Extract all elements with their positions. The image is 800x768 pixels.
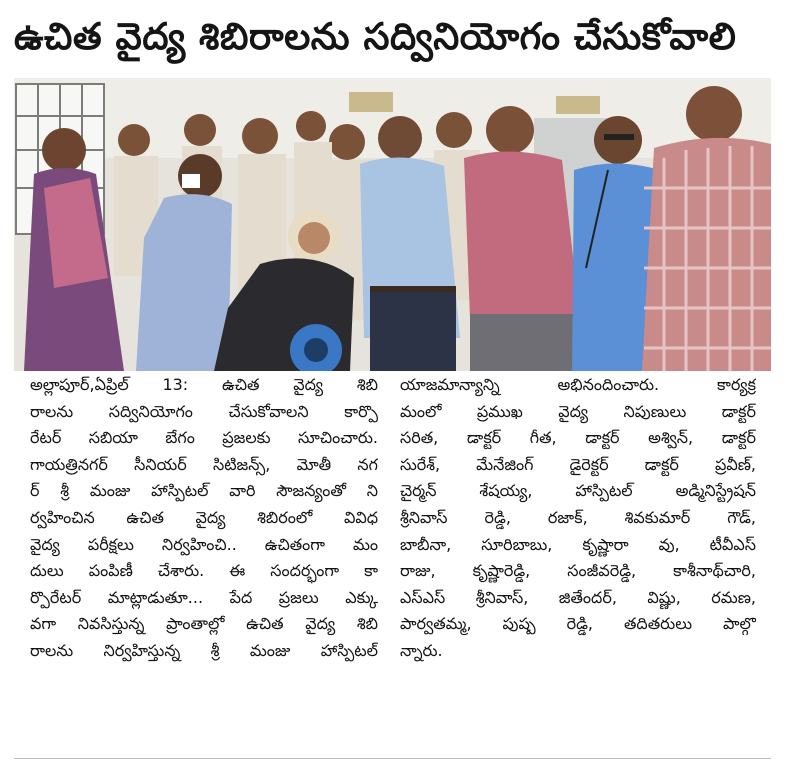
article-line: చైర్మన్ శేషయ్య, హాస్పిటల్ అడ్మినిస్ట్రేషన్ — [400, 481, 756, 501]
article-line: వగా నివసిస్తున్న ప్రాంతాల్లో ఉచిత వైద్య శిబి — [30, 614, 378, 634]
article-line: వైద్య పరీక్షలు నిర్వహించి.. ఉచితంగా మం — [30, 534, 378, 554]
article-line: ర్వహించిన ఉచిత వైద్య శిబిరంలో వివిధ — [30, 507, 378, 527]
article-line: ఎస్ఎస్ శ్రీనివాస్, జితేందర్, విష్ణు, రమణ, — [400, 587, 756, 607]
article-column-right — [400, 372, 756, 750]
bottom-divider — [14, 758, 771, 759]
article-line: ర్ శ్రీ మంజు హాస్పిటల్ వారి సౌజన్యంతో ని — [30, 481, 378, 501]
article-line: సరిత, డాక్టర్ గీత, డాక్టర్ అశ్విన్, డాక్టర్ — [400, 428, 756, 448]
article-line: యాజమాన్యాన్ని అభినందించారు. కార్యక్ర — [400, 375, 756, 394]
article-line: శ్రీనివాస్ రెడ్డి, రజాక్, శివకుమార్ గౌడ్, — [400, 507, 756, 527]
article-line: గాయత్రినగర్ సీనియర్ సిటిజన్స్, మోతీ నగ — [30, 454, 378, 474]
article-column-left — [30, 372, 378, 750]
article-line: సురేశ్, మేనేజింగ్ డైరెక్టర్ డాక్టర్ ప్రవీణ్, — [400, 454, 756, 474]
article-line: రాలను నిర్వహిస్తున్న శ్రీ మంజు హాస్పిటల్ — [30, 640, 378, 660]
photo-medical-camp-group — [14, 78, 771, 371]
headline: ఉచిత వైద్య శిబిరాలను సద్వినియోగం చేసుకోవాలి — [14, 15, 737, 58]
article-line: మంలో ప్రముఖ వైద్య నిపుణులు డాక్టర్ — [400, 401, 756, 421]
article-line: రాజు, కృష్ణారెడ్డి, సంజీవరెడ్డి, కాశీనాథ్‌చారి, — [400, 561, 756, 581]
article-line: రేటర్ సబియా బేగం ప్రజలకు సూచించారు. — [30, 428, 378, 448]
article-line: రాలను సద్వినియోగం చేసుకోవాలని కార్పొ — [30, 401, 378, 421]
article-line: దులు పంపిణీ చేశారు. ఈ సందర్భంగా కా — [30, 561, 378, 581]
article-line: పార్వతమ్మ, పుష్ప రెడ్డి, తదితరులు పాల్గొ — [400, 614, 756, 634]
article-line: న్నారు. — [400, 640, 443, 660]
article-line: ర్పొరేటర్ మాట్లాడుతూ... పేద ప్రజలు ఎక్కు — [30, 587, 378, 607]
news-photo — [14, 78, 771, 371]
article-line: అల్లాపూర్,ఏప్రిల్ 13: ఉచిత వైద్య శిబి — [30, 375, 378, 394]
article-line: బాబీనా, సూరిబాబు, కృష్ణారా వు, టీవీఎస్ — [400, 534, 756, 554]
